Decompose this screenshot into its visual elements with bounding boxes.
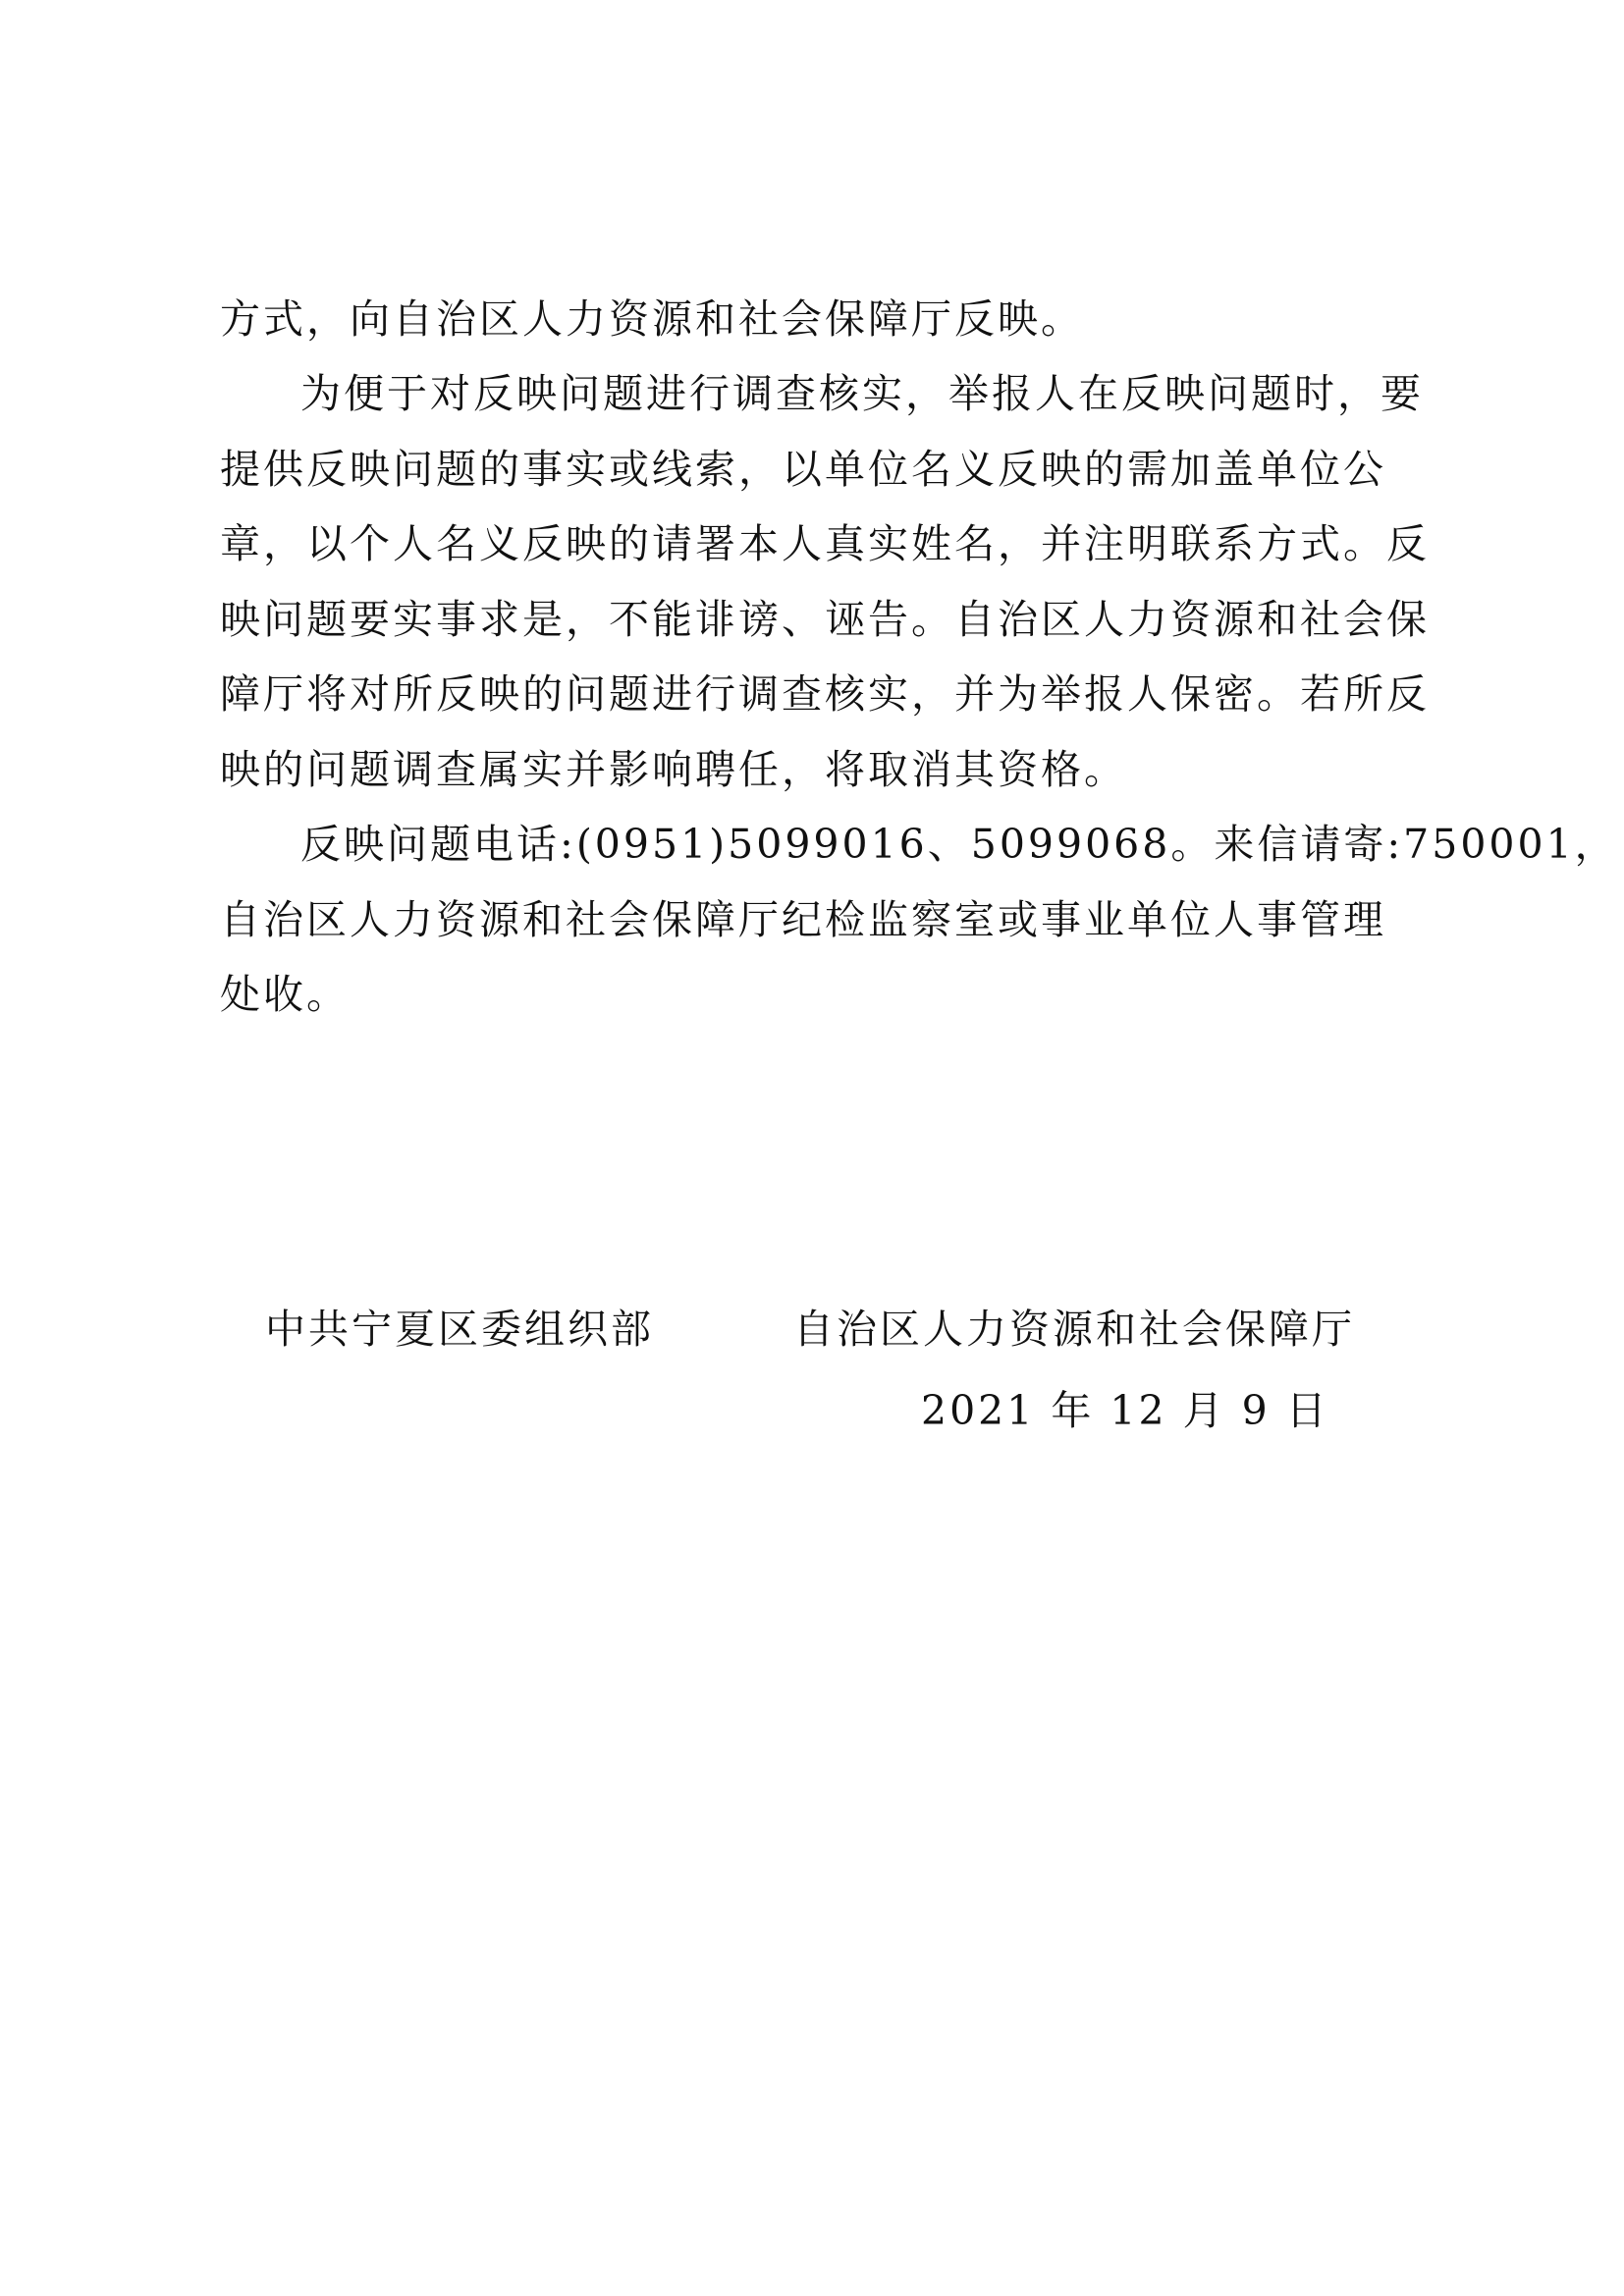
body-line-4: 章，以个人名义反映的请署本人真实姓名，并注明联系方式。反 (220, 520, 1430, 567)
body-line-2: 为便于对反映问题进行调查核实，举报人在反映问题时，要 (300, 370, 1424, 417)
signature-org-right: 自治区人力资源和社会保障厅 (793, 1306, 1355, 1353)
body-line-7: 映的问题调查属实并影响聘任，将取消其资格。 (220, 746, 1127, 793)
body-line-5: 映问题要实事求是，不能诽谤、诬告。自治区人力资源和社会保 (220, 596, 1430, 643)
signature-date: 2021 年 12 月 9 日 (921, 1387, 1329, 1434)
body-line-1: 方式，向自治区人力资源和社会保障厅反映。 (220, 295, 1084, 343)
body-line-10: 处收。 (220, 971, 350, 1018)
body-line-6: 障厅将对所反映的问题进行调查核实，并为举报人保密。若所反 (220, 670, 1430, 718)
body-line-8: 反映问题电话:(0951)5099016、5099068。来信请寄:750001， (300, 821, 1618, 868)
body-line-9: 自治区人力资源和社会保障厅纪检监察室或事业单位人事管理 (220, 896, 1386, 943)
body-line-3: 提供反映问题的事实或线索，以单位名义反映的需加盖单位公 (220, 446, 1386, 493)
signature-org-left: 中共宁夏区委组织部 (265, 1306, 654, 1353)
